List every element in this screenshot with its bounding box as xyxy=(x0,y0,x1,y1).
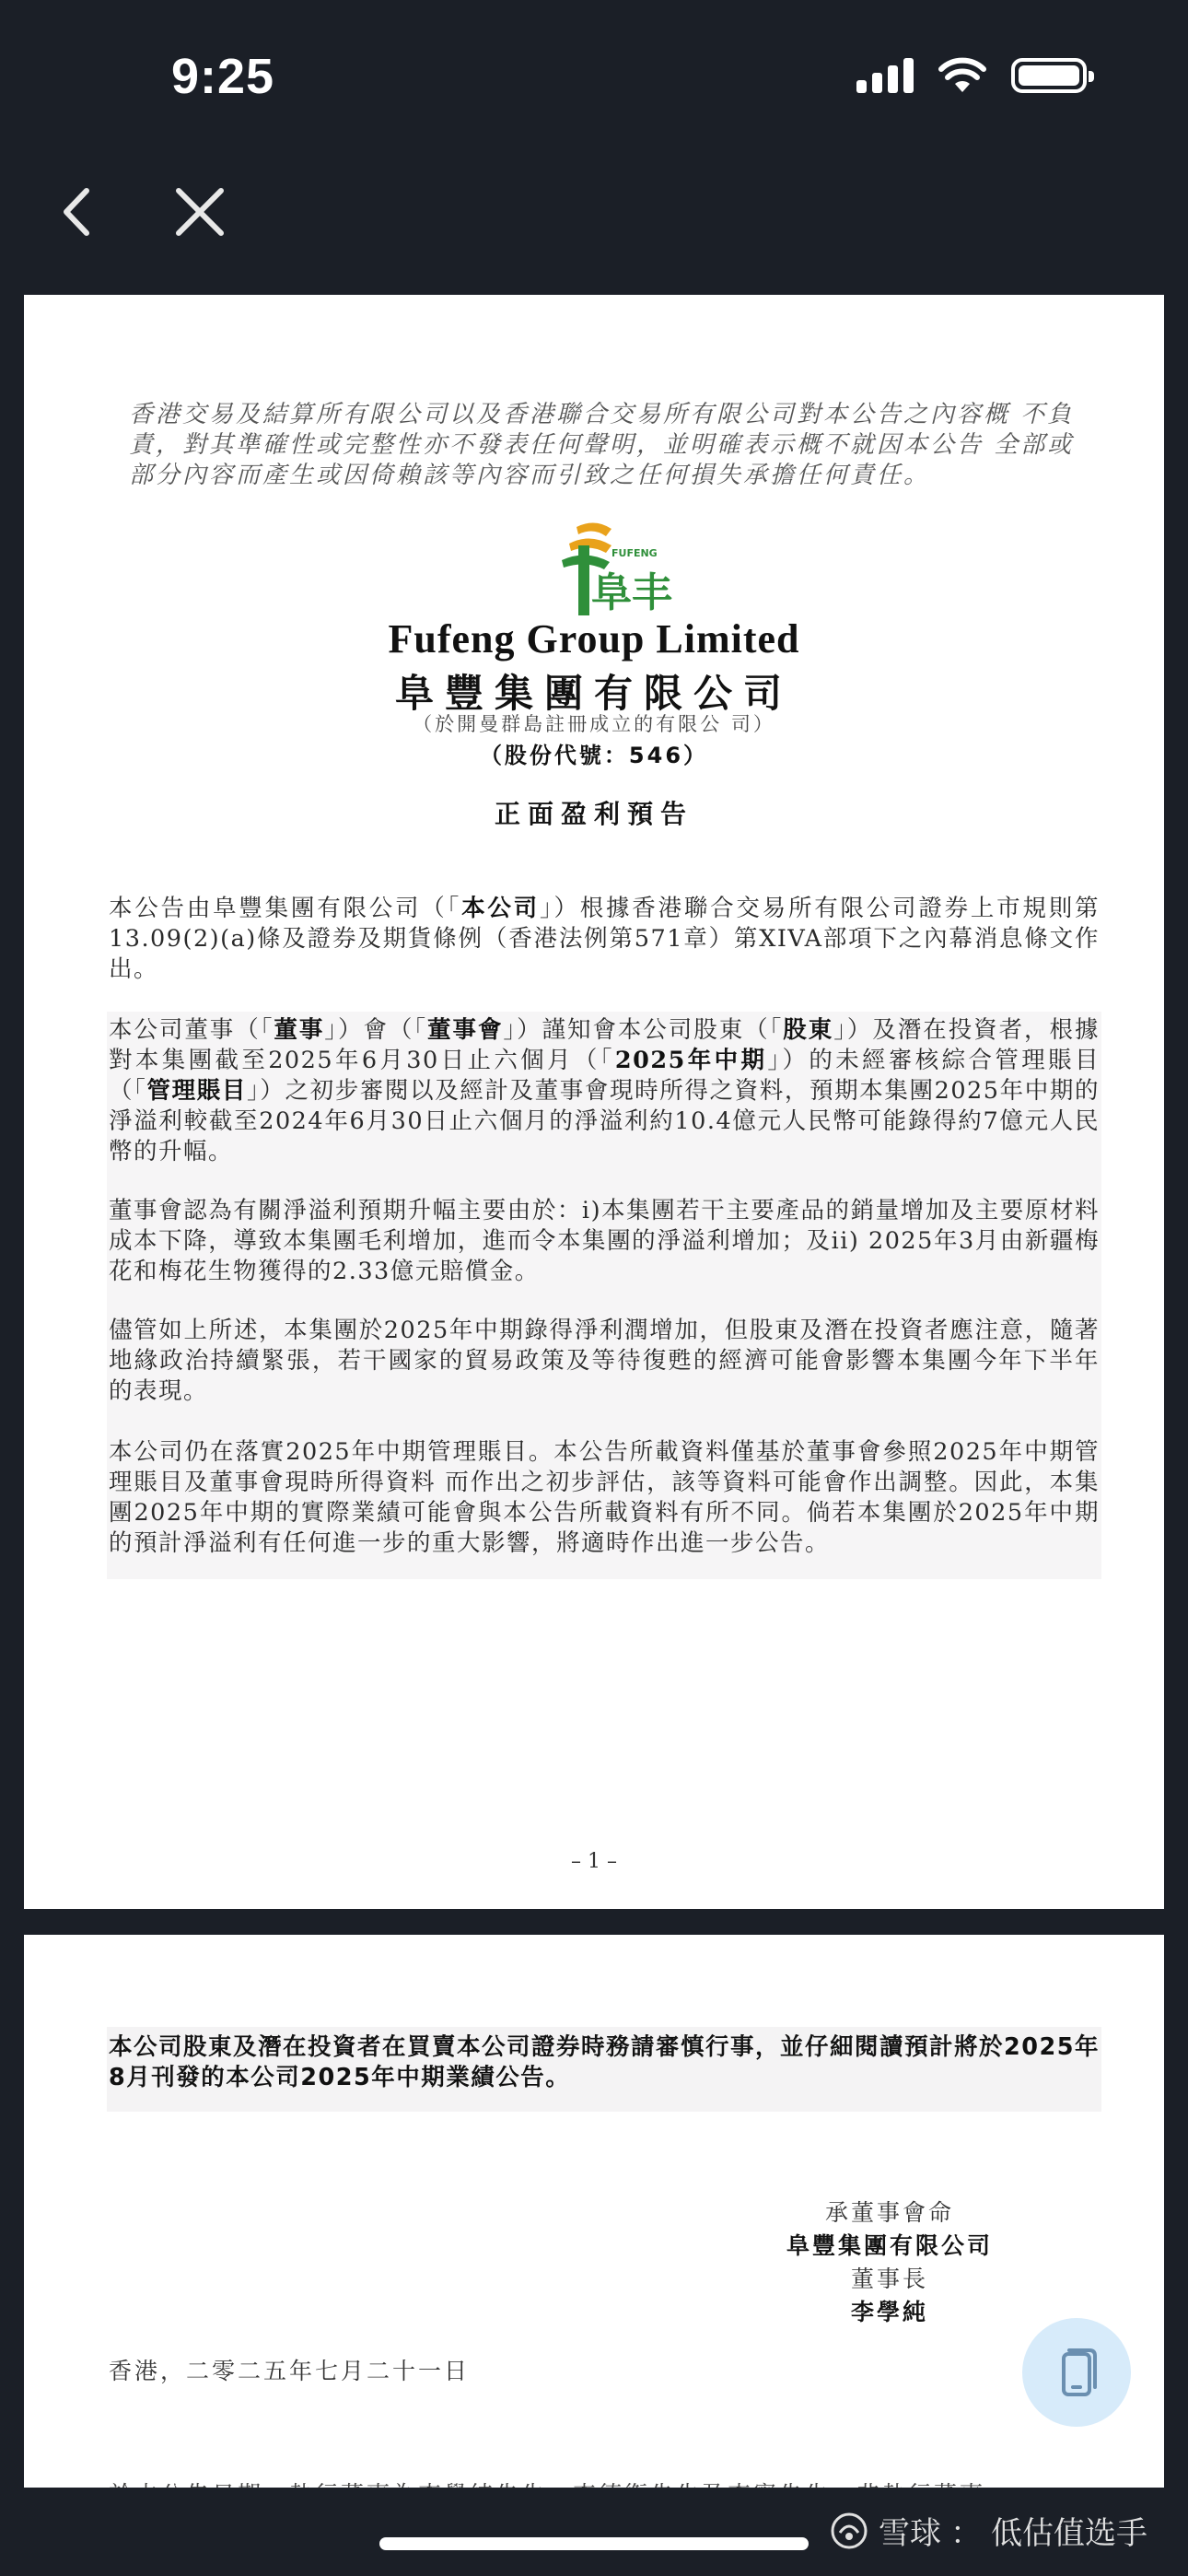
home-indicator[interactable] xyxy=(379,2537,809,2550)
cellular-signal-icon xyxy=(856,58,914,93)
paragraph-profit-alert: 本公司董事（「董事」）會（「董事會」）謹知會本公司股東（「股東」）及潛在投資者，根據對本集團截至2025年6月30日止六個月（「2025年中期」）的未經審核綜合管理賬目（「管理賬目」）之初步審閱以及經計及董事會現時所得之資料，預期本集團2025年中期的淨溢利較截至2024年6月30日止六個月的淨溢利約10.4億元人民幣可能錄得約7億元人民幣的升幅。 xyxy=(109,1016,1100,1165)
signature-company: 阜豐集團有限公司 xyxy=(786,2232,993,2259)
close-icon xyxy=(168,180,232,244)
paragraph-investor-caution: 本公司股東及潛在投資者在買賣本公司證券時務請審慎行事，並仔細閱讀預計將於2025年8月刊發的本公司2025年中期業績公告。 xyxy=(109,2033,1100,2091)
announcement-date: 香港，二零二五年七月二十一日 xyxy=(109,2358,471,2384)
page-number: – 1 – xyxy=(571,1850,617,1873)
announcement-heading: 正面盈利預告 xyxy=(494,799,693,829)
stock-code: （股份代號：546） xyxy=(479,743,709,768)
incorporation-note: （於開曼群島註冊成立的有限公 司） xyxy=(413,713,775,735)
company-name-en: Fufeng Group Limited xyxy=(388,616,800,662)
status-bar xyxy=(0,0,1188,157)
status-icons xyxy=(856,57,1087,94)
watermark-separator: ： xyxy=(950,2515,982,2552)
close-button[interactable] xyxy=(168,180,232,244)
watermark-author: 低估值选手 xyxy=(991,2515,1147,2552)
exchange-disclaimer: 香港交易及結算所有限公司以及香港聯合交易所有限公司對本公告之內容概 不負責，對其準確性或完整性亦不發表任何聲明，並明確表示概不就因本公告 全部或部分內容而產生或因倚賴該等內容而引致之任何損失承擔任何責任。 xyxy=(129,401,1075,489)
chevron-left-icon xyxy=(46,180,111,244)
svg-text:阜丰: 阜丰 xyxy=(591,569,672,616)
battery-icon xyxy=(1011,58,1087,93)
paragraph-intro: 本公告由阜豐集團有限公司（「本公司」）根據香港聯合交易所有限公司證券上市規則第13.09(2)(a)條及證券及期貨條例（香港法例第571章）第XIVA部項下之內幕消息條文作出。 xyxy=(109,895,1100,983)
paragraph-finalizing: 本公司仍在落實2025年中期管理賬目。本公告所載資料僅基於董事會參照2025年中期管理賬目及董事會現時所得資料 而作出之初步評估，該等資料可能會作出調整。因此，本集團2025年中期的實際業績可能會與本公告所載資料有所不同。倘若本集團於2025年中期的預計淨溢利有任何進一步的重大影響，將適時作出進一步公告。 xyxy=(109,1438,1100,1557)
wifi-icon xyxy=(938,57,987,94)
document-page-2[interactable] xyxy=(24,1935,1164,2488)
svg-text:FUFENG: FUFENG xyxy=(611,547,658,559)
back-button[interactable] xyxy=(46,180,111,244)
paragraph-caution: 儘管如上所述，本集團於2025年中期錄得淨利潤增加，但股東及潛在投資者應注意，隨著地緣政治持續緊張，若干國家的貿易政策及等待復甦的經濟可能會影響本集團今年下半年的表現。 xyxy=(109,1317,1100,1405)
signature-by-order: 承董事會命 xyxy=(824,2199,954,2226)
document-page-1[interactable] xyxy=(24,295,1164,1909)
snowball-logo-icon xyxy=(829,2511,869,2551)
paragraph-reasons: 董事會認為有關淨溢利預期升幅主要由於：i)本集團若干主要產品的銷量增加及主要原材料成本下降，導致本集團毛利增加，進而令本集團的淨溢利增加；及ii) 2025年3月由新疆梅花和梅花生物獲得的2.33億元賠償金。 xyxy=(109,1197,1100,1285)
signature-title: 董事長 xyxy=(850,2266,928,2292)
watermark-brand: 雪球 xyxy=(879,2515,941,2552)
phone-copy-icon xyxy=(1049,2345,1104,2400)
signature-name: 李學純 xyxy=(850,2299,928,2325)
status-time: 9:25 xyxy=(171,49,275,104)
company-name-zh: 阜豐集團有限公司 xyxy=(394,671,793,716)
floating-action-button[interactable] xyxy=(1022,2318,1131,2427)
xueqiu-watermark xyxy=(829,2508,1147,2553)
